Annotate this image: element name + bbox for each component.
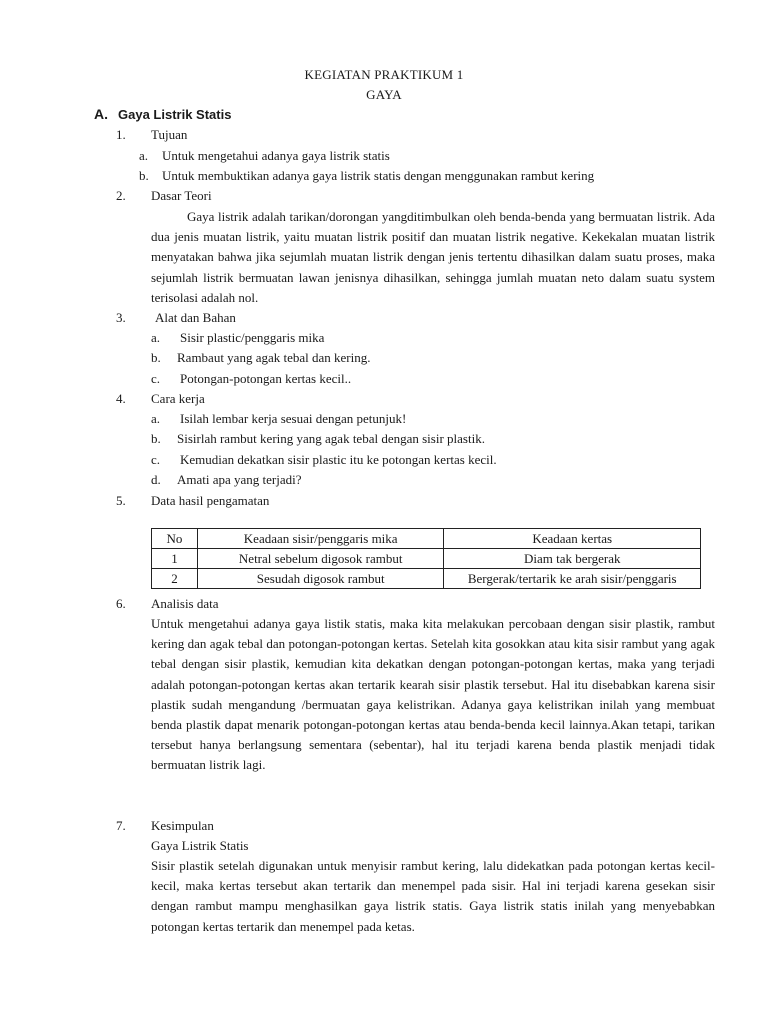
item-number: 4. (116, 391, 126, 406)
analisis-paragraph: Untuk mengetahui adanya gaya listik statis, maka kita melakukan percobaan dengan sisir plastik, rambut kering dan agak tebal dan potongan-potongan kertas. Setelah kita gosokkan atau kita sisir rambut yang agak tebal dengan sisir plastik, kemudian kita dekatkan dengan potongan-potongan kertas, maka yang terjadi adalah potongan-potongan kertas akan tertarik kearah sisir plastik tersebut. Hal itu disebabkan karena sisir plastik sudah mengandung /bermuatan gaya kelistrikan. Adanya gaya kelistrikan inilah yang membuat benda plastik dapat menarik potongan-potongan kertas atau benda-benda kecil lainnya.Akan tetapi, tarikan tersebut hanya berlangsung sementara (sebentar), hal itu terjadi karena benda plastik menjadi tidak bermuatan listrik lagi. (151, 616, 715, 773)
item-number: 6. (116, 596, 126, 611)
dasar-teori-paragraph: Gaya listrik adalah tarikan/dorongan yangditimbulkan oleh benda-benda yang bermuatan listrik. Ada dua jenis muatan listrik, yaitu muatan listrik positif dan muatan listrik negative. Kekekalan muatan listrik menyatakan bahwa jika sejumlah muatan listrik dengan jenis tertentu dihasilkan dalam suatu proses, maka sejumlah listrik bermuatan lawan jenisnya dihasilkan, sehingga jumlah muatan neto dalam suatu system terisolasi adalah nol. (151, 209, 715, 305)
kesimpulan-paragraph: Sisir plastik setelah digunakan untuk menyisir rambut kering, lalu didekatkan pada potongan kertas kecil-kecil, maka kertas tersebut akan tertarik dan menempel pada sisir. Hal ini terjadi karena gesekan sisir dengan rambut mampu menghasilkan gaya listrik statis. Gaya listrik statis inilah yang menyebabkan potongan kertas tertarik dan menempel pada ketas. (151, 858, 715, 934)
item-number: 5. (116, 493, 126, 508)
section-title: Gaya Listrik Statis (118, 107, 232, 122)
table-cell: Netral sebelum digosok rambut (197, 549, 444, 569)
sub-letter: b. (139, 168, 149, 183)
table-cell: Sesudah digosok rambut (197, 569, 444, 589)
item-number: 7. (116, 818, 126, 833)
tujuan-a: Untuk mengetahui adanya gaya listrik statis (162, 148, 390, 163)
table-row (152, 549, 701, 569)
observation-table (151, 528, 701, 589)
item-heading-data: Data hasil pengamatan (151, 493, 270, 508)
alat-c: Potongan-potongan kertas kecil.. (180, 371, 352, 386)
cara-c: Kemudian dekatkan sisir plastic itu ke potongan kertas kecil. (180, 452, 497, 467)
document-subtitle: GAYA (366, 87, 402, 102)
table-cell: Bergerak/tertarik ke arah sisir/penggaris (444, 569, 701, 589)
alat-b: Rambaut yang agak tebal dan kering. (177, 350, 371, 365)
table-header-cell: Keadaan sisir/penggaris mika (197, 529, 444, 549)
item-heading-alat: Alat dan Bahan (155, 310, 236, 325)
table-cell: Diam tak bergerak (444, 549, 701, 569)
item-heading-cara-kerja: Cara kerja (151, 391, 205, 406)
document-title: KEGIATAN PRAKTIKUM 1 (304, 67, 464, 82)
item-number: 2. (116, 188, 126, 203)
sub-letter: d. (151, 472, 161, 487)
cara-b: Sisirlah rambut kering yang agak tebal dengan sisir plastik. (177, 431, 485, 446)
sub-letter: a. (151, 330, 161, 345)
item-number: 3. (116, 310, 126, 325)
sub-letter: c. (151, 452, 161, 467)
table-header-row (152, 529, 701, 549)
alat-a: Sisir plastic/penggaris mika (180, 330, 325, 345)
item-heading-dasar-teori: Dasar Teori (151, 188, 212, 203)
item-heading-tujuan: Tujuan (151, 127, 188, 142)
table-cell: 2 (152, 569, 198, 589)
cara-a: Isilah lembar kerja sesuai dengan petunjuk! (180, 411, 407, 426)
table-header-cell: Keadaan kertas (444, 529, 701, 549)
kesimpulan-subtitle: Gaya Listrik Statis (151, 838, 249, 853)
sub-letter: c. (151, 371, 161, 386)
sub-letter: a. (151, 411, 161, 426)
cara-d: Amati apa yang terjadi? (177, 472, 302, 487)
item-heading-kesimpulan: Kesimpulan (151, 818, 214, 833)
tujuan-b: Untuk membuktikan adanya gaya listrik statis dengan menggunakan rambut kering (162, 168, 595, 183)
table-header-cell: No (152, 529, 198, 549)
sub-letter: a. (139, 148, 149, 163)
table-cell: 1 (152, 549, 198, 569)
sub-letter: b. (151, 350, 161, 365)
item-number: 1. (116, 127, 126, 142)
sub-letter: b. (151, 431, 161, 446)
section-letter: A. (94, 106, 108, 122)
table-row (152, 569, 701, 589)
item-heading-analisis: Analisis data (151, 596, 219, 611)
